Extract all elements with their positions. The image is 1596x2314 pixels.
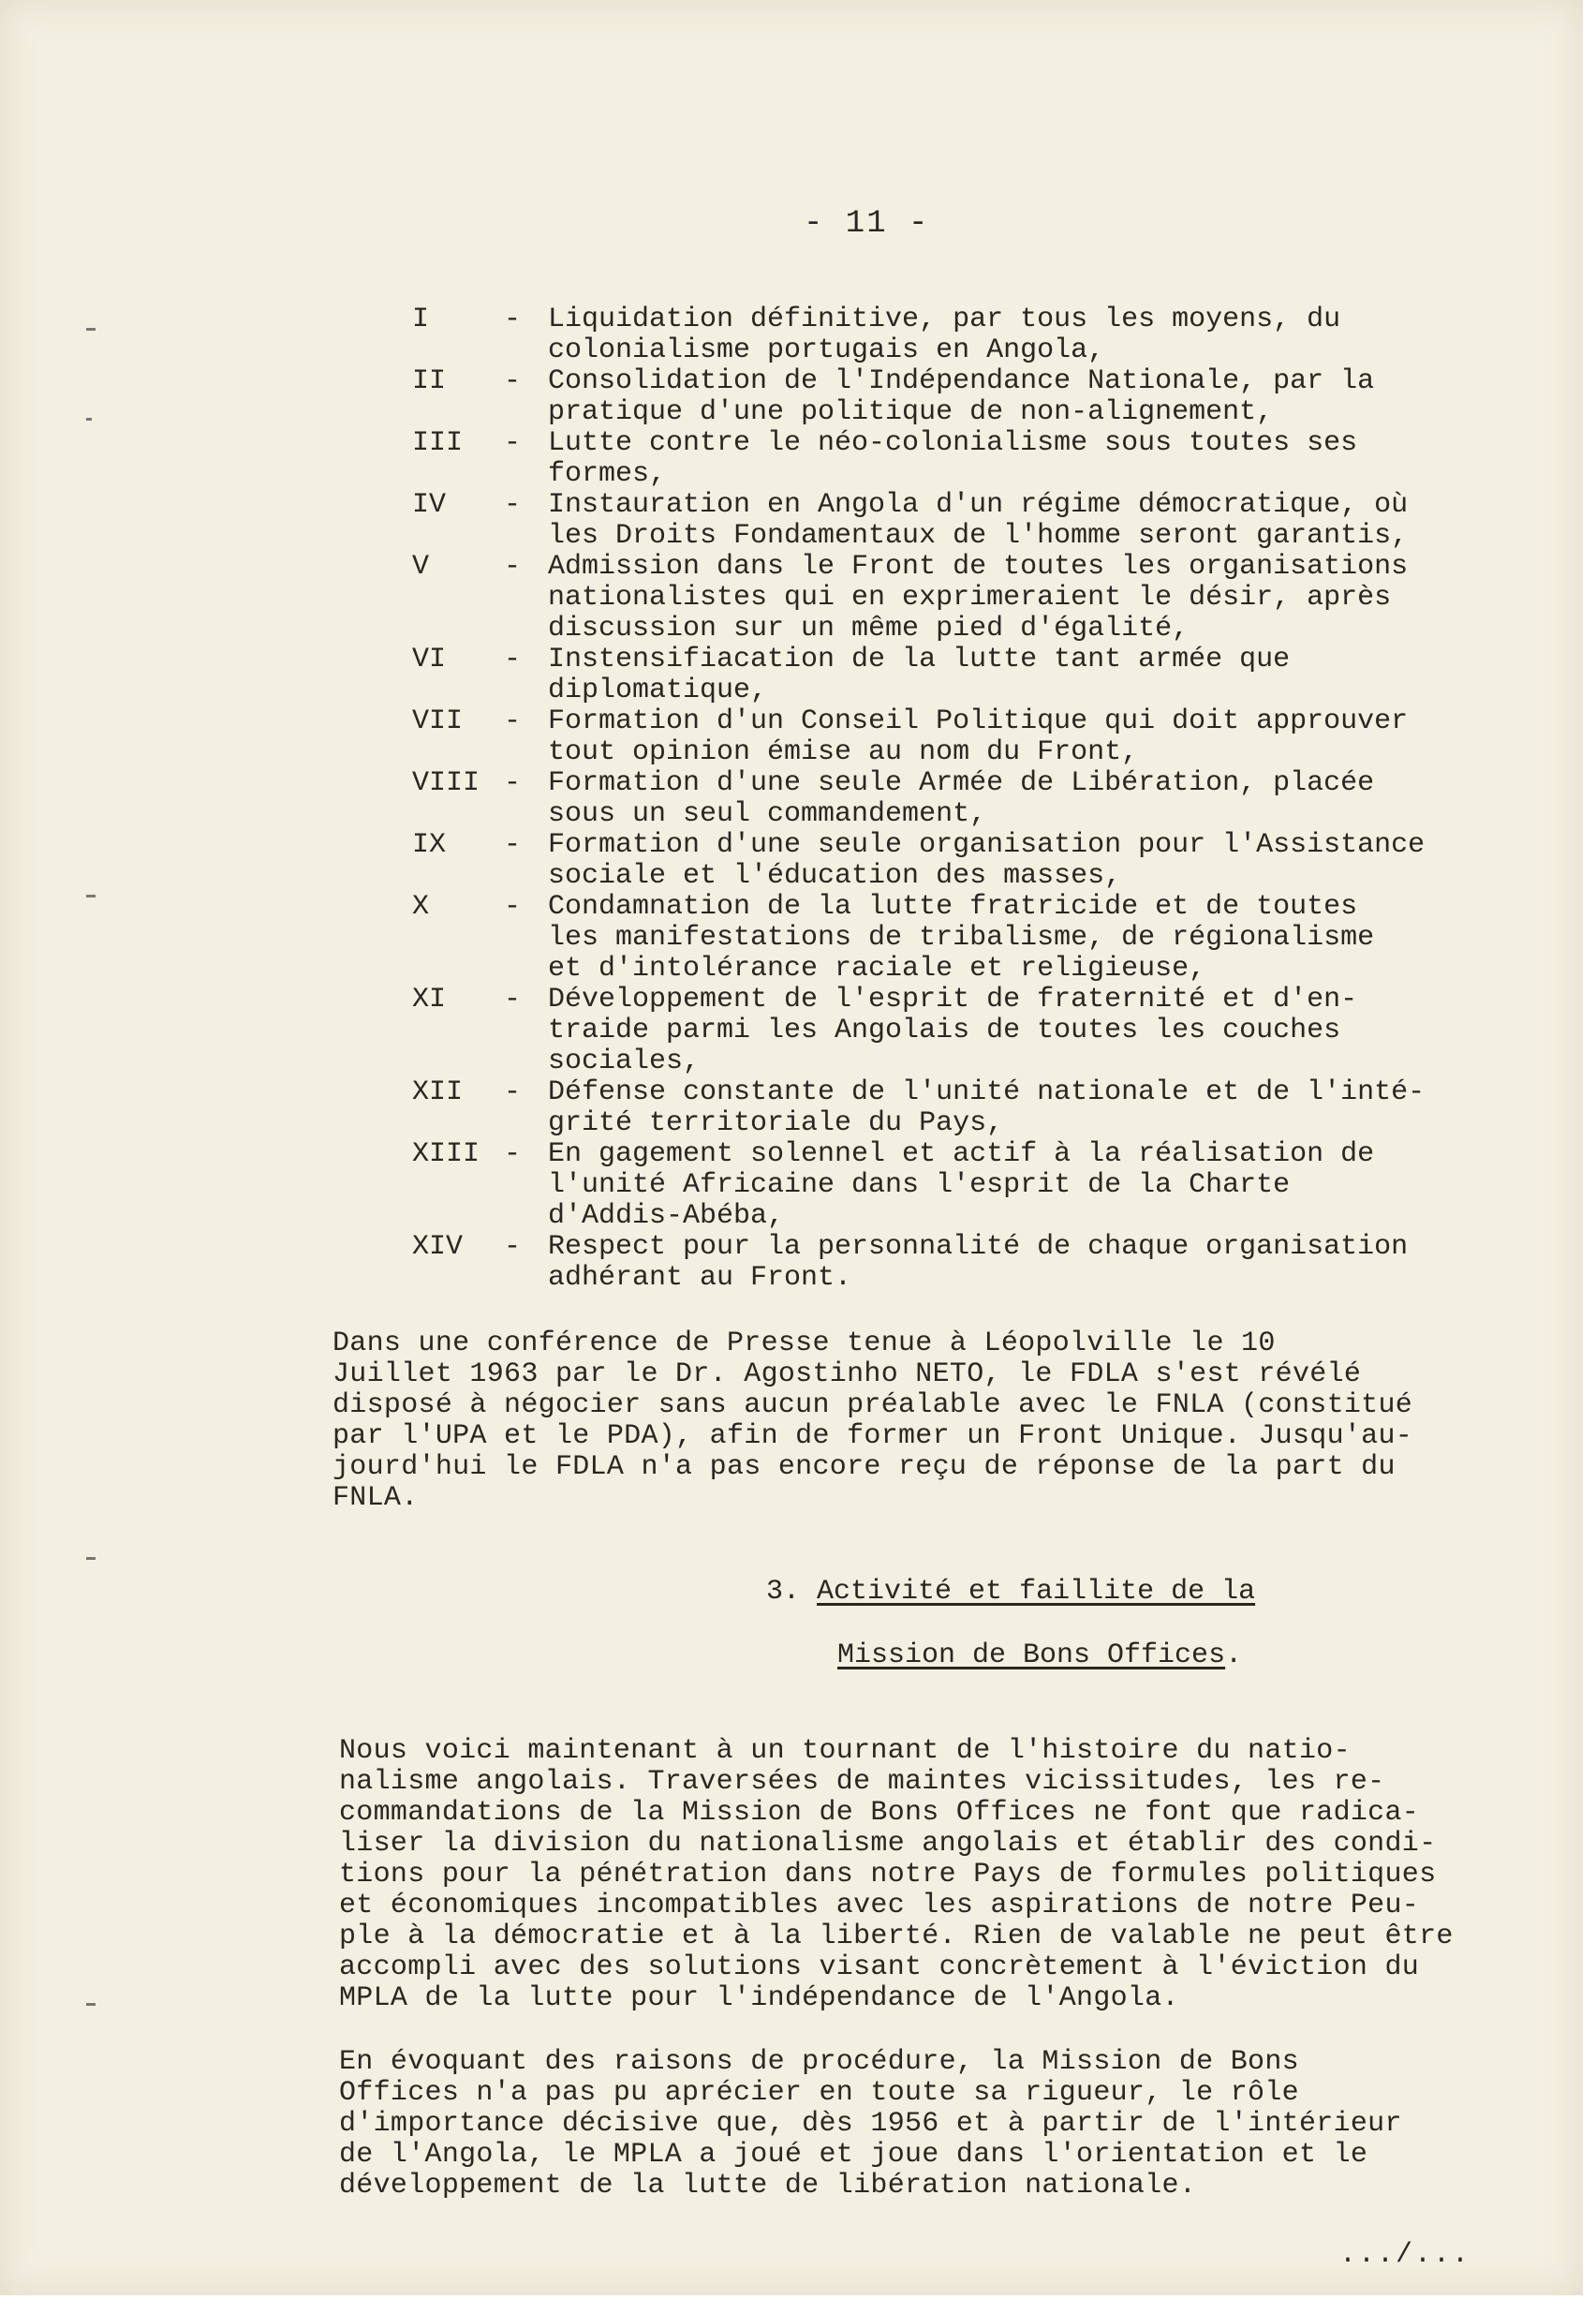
goal-text: Défense constante de l'unité nationale et de l'inté- grité territoriale du Pays, [548,1076,1426,1139]
goal-number: V [412,551,430,583]
goal-number: XIII [412,1138,480,1170]
goal-text: Formation d'une seule organisation pour l'Assistance sociale et l'éducation des masses, [548,829,1426,892]
margin-mark [86,1557,96,1560]
goal-number: XII [412,1076,464,1108]
section-heading-line2 [837,1640,1242,1671]
paragraph-tournant: Nous voici maintenant à un tournant de l'histoire du natio- nalisme angolais. Traversées de maintes vicissitudes, les re- commandations de la Mission de Bons Offices ne font que radica- liser la division du nationalisme angolais et établir des condi- tions pour la pénétration dans notre Pays de formules politiques et économiques incompatibles avec les aspirations de notre Peu- ple à la démocratie et à la liberté. Rien de valable ne peut être accompli avec des solutions visant concrètement à l'éviction du MPLA de la lutte pour l'indépendance de l'Angola. [339,1735,1454,2014]
page-number: - 11 - [804,206,930,242]
goal-dash: - [504,1138,522,1170]
goal-dash: - [504,767,522,799]
goal-number: X [412,891,430,923]
goal-dash: - [504,1076,522,1108]
goal-text: Condamnation de la lutte fratricide et de toutes les manifestations de tribalisme, de régionalisme et d'intolérance raciale et religieuse, [548,891,1375,985]
goal-number: I [412,304,430,335]
goal-number: VII [412,705,464,737]
margin-mark [86,328,96,331]
goal-text: Développement de l'esprit de fraternité et d'en- traide parmi les Angolais de toutes les couches sociales, [548,984,1358,1077]
goal-text: Formation d'une seule Armée de Libération, placée sous un seul commandement, [548,767,1375,830]
goal-text: Admission dans le Front de toutes les organisations nationalistes qui en exprimeraient le désir, après discussion sur un même pied d'égalité, [548,551,1409,645]
goal-number: XIV [412,1231,464,1263]
goal-dash: - [504,427,522,459]
section-heading-line1 [766,1577,1255,1608]
section-number: 3. [766,1576,801,1608]
goal-number: XI [412,984,447,1016]
goal-text: Lutte contre le néo-colonialisme sous toutes ses formes, [548,427,1358,490]
goal-dash: - [504,891,522,923]
goal-dash: - [504,304,522,335]
goal-dash: - [504,365,522,397]
goal-dash: - [504,644,522,675]
goal-number: IV [412,489,447,521]
goal-number: III [412,427,464,459]
goal-dash: - [504,984,522,1016]
goal-text: Consolidation de l'Indépendance Nationale, par la pratique d'une politique de non-alignement, [548,365,1375,428]
goal-text: En gagement solennel et actif à la réalisation de l'unité Africaine dans l'esprit de la Charte d'Addis-Abéba, [548,1138,1375,1232]
goal-dash: - [504,829,522,861]
goal-dash: - [504,1231,522,1263]
margin-mark [86,418,92,421]
goal-text: Respect pour la personnalité de chaque organisation adhérant au Front. [548,1231,1409,1294]
margin-mark [86,895,96,897]
goal-text: Instensifiacation de la lutte tant armée que diplomatique, [548,644,1291,706]
goal-text: Formation d'un Conseil Politique qui doit approuver tout opinion émise au nom du Front, [548,705,1409,768]
goal-dash: - [504,551,522,583]
section-title-end: . [1225,1639,1243,1671]
margin-mark [86,2003,96,2006]
goal-dash: - [504,705,522,737]
paragraph-procedure: En évoquant des raisons de procédure, la Mission de Bons Offices n'a pas pu aprécier en toute sa rigueur, le rôle d'importance décisive que, dès 1956 et à partir de l'intérieur de l'Angola, le MPLA a joué et joue dans l'orientation et le développement de la lutte de libération nationale. [339,2046,1402,2202]
goal-number: II [412,365,447,397]
goal-number: IX [412,829,447,861]
paragraph-conference: Dans une conférence de Presse tenue à Léopolville le 10 Juillet 1963 par le Dr. Agostinho NETO, le FDLA s'est révélé disposé à négocier sans aucun préalable avec le FNLA (constitué par l'UPA et le PDA), afin de former un Front Unique. Jusqu'au- jourd'hui le FDLA n'a pas encore reçu de réponse de la part du FNLA. [332,1328,1413,1514]
goal-number: VI [412,644,447,675]
goal-text: Instauration en Angola d'un régime démocratique, où les Droits Fondamentaux de l'homme seront garantis, [548,489,1409,552]
continued-mark: .../... [1339,2239,1471,2271]
goal-number: VIII [412,767,480,799]
goal-dash: - [504,489,522,521]
goal-text: Liquidation définitive, par tous les moyens, du colonialisme portugais en Angola, [548,304,1341,366]
section-title-line1: Activité et faillite de la [817,1576,1256,1608]
section-title-line2: Mission de Bons Offices [837,1639,1226,1671]
